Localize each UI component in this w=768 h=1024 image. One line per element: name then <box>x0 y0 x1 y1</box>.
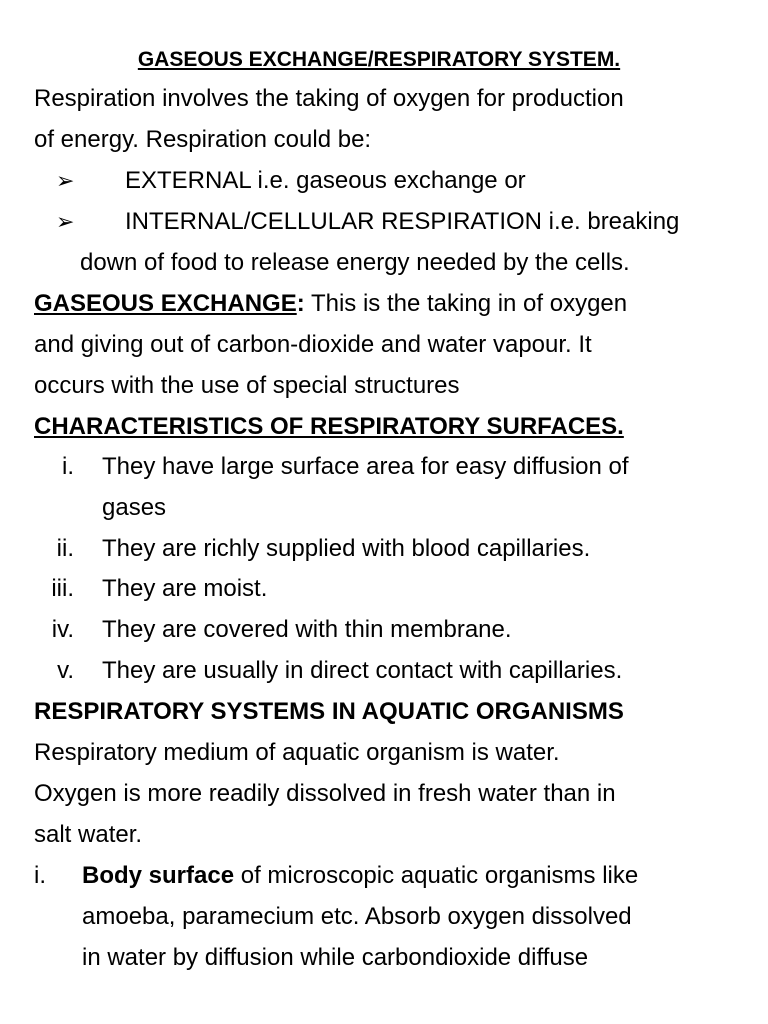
gaseous-exchange-text: This is the taking in of oxygen <box>304 290 628 317</box>
list-marker: iii. <box>51 575 74 602</box>
aquatic-line-1: Respiratory medium of aquatic organism is water. <box>34 739 560 766</box>
characteristic-item-1-continuation: gases <box>102 494 167 521</box>
aquatic-heading: RESPIRATORY SYSTEMS IN AQUATIC ORGANISMS <box>34 698 624 725</box>
aquatic-item-1-line-3: in water by diffusion while carbondioxide diffuse <box>82 944 589 971</box>
intro-line-1: Respiration involves the taking of oxygen for production <box>34 85 624 112</box>
characteristic-item-4: They are covered with thin membrane. <box>102 616 512 643</box>
body-surface-term: Body surface <box>82 862 235 889</box>
page-title: GASEOUS EXCHANGE/RESPIRATORY SYSTEM. <box>137 48 621 71</box>
aquatic-line-3: salt water. <box>34 821 143 848</box>
type-internal: INTERNAL/CELLULAR RESPIRATION i.e. breaking <box>125 208 680 235</box>
list-marker: i. <box>62 453 74 480</box>
list-marker: iv. <box>51 616 74 643</box>
aquatic-item-1-line-2: amoeba, paramecium etc. Absorb oxygen dissolved <box>82 903 632 930</box>
list-marker: v. <box>57 657 74 684</box>
intro-line-2: of energy. Respiration could be: <box>34 126 372 153</box>
characteristic-item-5: They are usually in direct contact with capillaries. <box>102 657 623 684</box>
gaseous-exchange-definition-line-3: occurs with the use of special structures <box>34 372 460 399</box>
bullet-arrow-icon: ➢ <box>56 168 75 193</box>
type-internal-continuation: down of food to release energy needed by the cells. <box>80 249 630 276</box>
characteristics-heading: CHARACTERISTICS OF RESPIRATORY SURFACES. <box>34 413 624 440</box>
characteristic-item-1: They have large surface area for easy diffusion of <box>102 453 629 480</box>
aquatic-item-1-text: of microscopic aquatic organisms like <box>234 862 639 889</box>
list-marker: i. <box>34 862 46 889</box>
gaseous-exchange-term: GASEOUS EXCHANGE <box>34 290 297 317</box>
characteristic-item-2: They are richly supplied with blood capillaries. <box>102 535 591 562</box>
type-external: EXTERNAL i.e. gaseous exchange or <box>125 167 526 194</box>
characteristic-item-3: They are moist. <box>102 575 268 602</box>
aquatic-item-1 <box>82 855 638 896</box>
bullet-arrow-icon: ➢ <box>56 209 75 234</box>
gaseous-exchange-colon: : <box>296 290 305 317</box>
list-marker: ii. <box>56 535 74 562</box>
gaseous-exchange-definition-line-2: and giving out of carbon-dioxide and water vapour. It <box>34 331 592 358</box>
aquatic-line-2: Oxygen is more readily dissolved in fresh water than in <box>34 780 616 807</box>
gaseous-exchange-definition-line-1 <box>34 283 627 324</box>
